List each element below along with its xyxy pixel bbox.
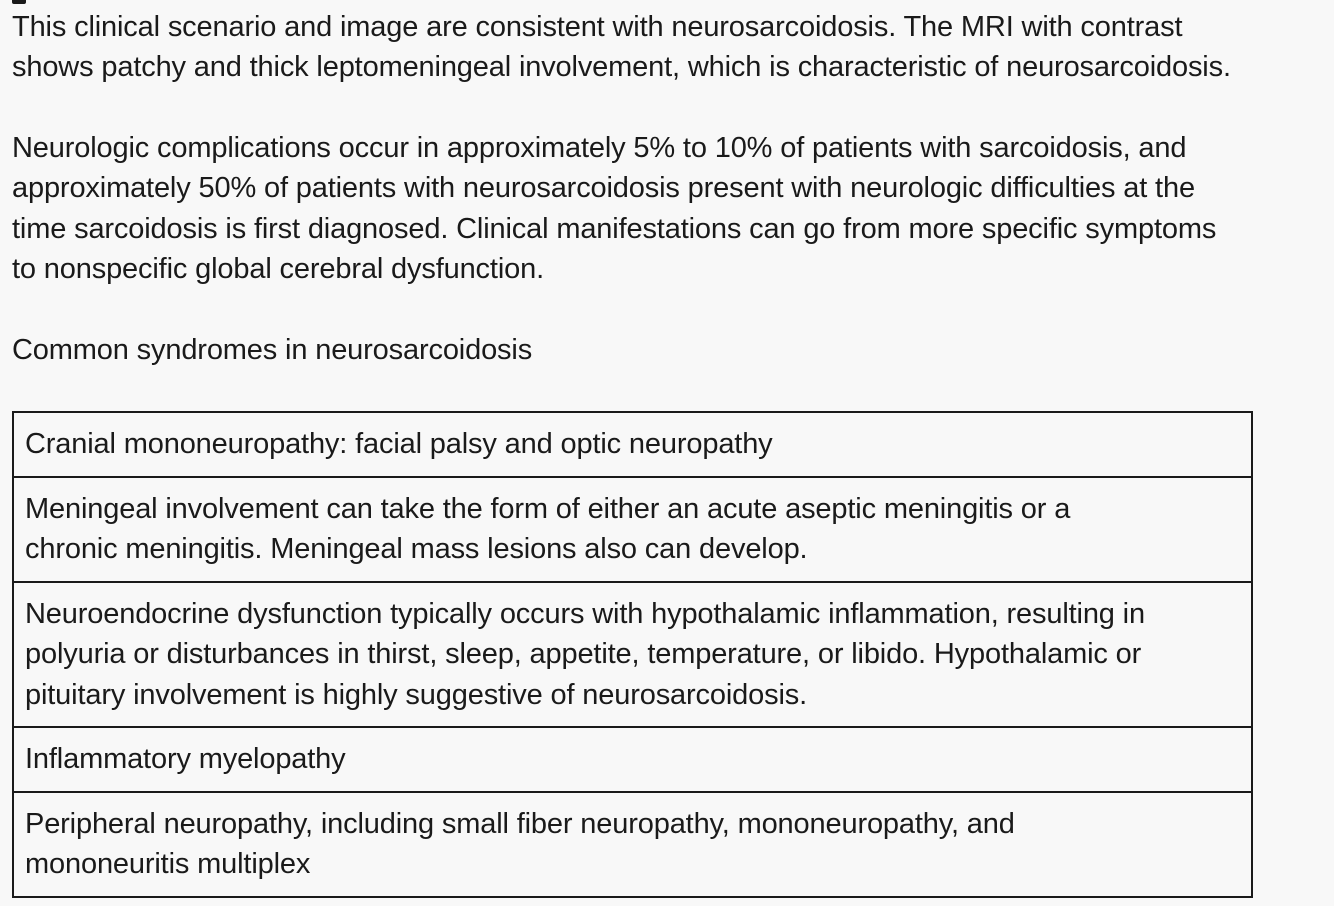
paragraph-complications	[12, 128, 1216, 289]
cell-line: Cranial mononeuropathy: facial palsy and optic neuropathy	[25, 428, 773, 460]
cell-line: pituitary involvement is highly suggestive of neurosarcoidosis.	[25, 678, 808, 711]
table-cell	[13, 412, 1252, 477]
table-cell	[13, 727, 1252, 792]
cell-line: Neuroendocrine dysfunction typically occurs with hypothalamic inflammation, resulting in	[25, 597, 1145, 630]
cell-line: polyuria or disturbances in thirst, sleep, appetite, temperature, or libido. Hypothalamic or	[25, 638, 1142, 670]
table-cell	[13, 582, 1252, 728]
paragraph-line: This clinical scenario and image are consistent with neurosarcoidosis. The MRI with contrast	[12, 11, 1183, 43]
table-row	[13, 582, 1252, 728]
paragraph-line: shows patchy and thick leptomeningeal involvement, which is characteristic of neurosarcoidosis.	[12, 51, 1231, 84]
table-cell	[13, 477, 1252, 582]
heading-fragment	[12, 0, 26, 4]
paragraph-diagnosis	[12, 7, 1231, 88]
paragraph-line: approximately 50% of patients with neurosarcoidosis present with neurologic difficulties at the	[12, 172, 1195, 205]
paragraph-line: to nonspecific global cerebral dysfunction.	[12, 252, 544, 285]
cell-line: Meningeal involvement can take the form of either an acute aseptic meningitis or a	[25, 492, 1071, 525]
cell-line: Peripheral neuropathy, including small fiber neuropathy, mononeuropathy, and	[25, 807, 1015, 840]
table-caption: Common syndromes in neurosarcoidosis	[12, 334, 533, 366]
table-row	[13, 727, 1252, 792]
table-row	[13, 477, 1252, 582]
cell-line: chronic meningitis. Meningeal mass lesions also can develop.	[25, 533, 808, 565]
paragraph-line: time sarcoidosis is first diagnosed. Clinical manifestations can go from more specific symptoms	[12, 212, 1217, 245]
cell-line: mononeuritis multiplex	[25, 848, 311, 880]
table-row	[13, 412, 1252, 477]
paragraph-line: Neurologic complications occur in approximately 5% to 10% of patients with sarcoidosis, and	[12, 132, 1187, 164]
syndromes-table	[12, 411, 1253, 898]
cell-line: Inflammatory myelopathy	[25, 743, 346, 775]
table-cell	[13, 792, 1252, 897]
table-row	[13, 792, 1252, 897]
